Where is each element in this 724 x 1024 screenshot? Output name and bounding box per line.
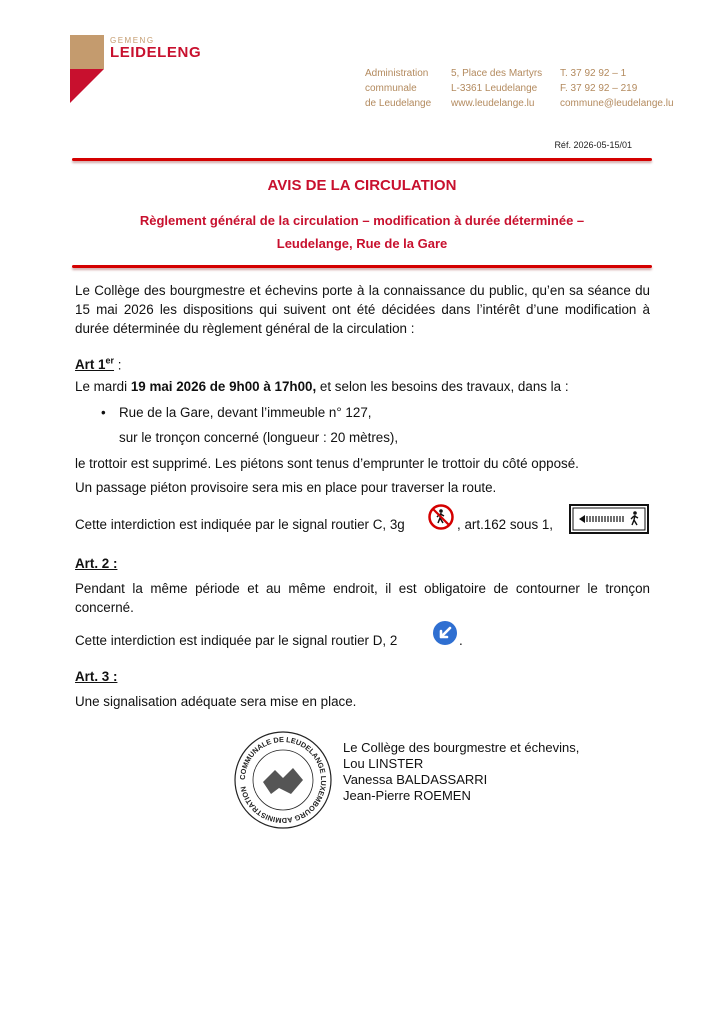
address-line: 5, Place des Martyrs	[451, 68, 543, 79]
signature-block	[343, 740, 579, 804]
art1-bullet-continued: sur le tronçon concerné (longueur : 20 mètres),	[119, 430, 399, 445]
art1-line2: le trottoir est supprimé. Les piétons sont tenus d’emprunter le trottoir du côté opposé.	[75, 456, 579, 471]
address-column-postal	[451, 66, 542, 111]
svg-text:COMMUNALE DE LEUDELANGE LUXEMB: COMMUNALE DE LEUDELANGE LUXEMBOURG ADMINISTRATION	[237, 734, 329, 826]
municipal-seal	[233, 730, 333, 830]
no-pedestrians-sign	[428, 504, 454, 530]
pedestrian-detour-sign	[569, 504, 649, 534]
logo-small-text: GEMENG	[110, 36, 155, 45]
art3-heading: Art. 3 :	[75, 669, 118, 684]
art1-sign-line: Cette interdiction est indiquée par le signal routier C, 3g , art.162 sous 1,	[75, 504, 685, 536]
art2-sign-line: Cette interdiction est indiquée par le signal routier D, 2 .	[75, 620, 575, 650]
art1-heading: Art 1er :	[75, 356, 122, 373]
art2-heading: Art. 2 :	[75, 556, 118, 571]
signature-name: Vanessa BALDASSARRI	[343, 772, 488, 787]
logo-name: LEIDELENG	[110, 44, 202, 61]
divider-top	[72, 158, 652, 161]
subtitle-line-2: Leudelange, Rue de la Gare	[276, 236, 448, 251]
page-title: AVIS DE LA CIRCULATION	[267, 177, 457, 194]
address-line: Administration	[365, 68, 429, 79]
address-column-contact	[560, 66, 674, 111]
intro-paragraph: Le Collège des bourgmestre et échevins porte à la connaissance du public, qu’en sa séance du 15 mai 2026 les dispositions qui suivent ont été décidées dans l’intérêt d’une modification à durée déterminée du règlement général de la circulation :	[75, 283, 650, 336]
mandatory-direction-sign	[432, 620, 458, 646]
address-line: communale	[365, 83, 417, 94]
signature-name: Lou LINSTER	[343, 756, 424, 771]
art2-text: Pendant la même période et au même endroit, il est obligatoire de contourner le tronçon concerné.	[75, 581, 650, 615]
art1-line1: Le mardi 19 mai 2026 de 9h00 à 17h00, et selon les besoins des travaux, dans la :	[75, 379, 569, 394]
logo-mark	[70, 35, 104, 69]
fax-number: F. 37 92 92 – 219	[560, 83, 638, 94]
art3-text: Une signalisation adéquate sera mise en place.	[75, 694, 357, 709]
art1-line3: Un passage piéton provisoire sera mis en place pour traverser la route.	[75, 480, 497, 495]
email-link[interactable]: commune@leudelange.lu	[560, 98, 674, 109]
divider-bottom	[72, 265, 652, 268]
bullet-dot: •	[101, 405, 106, 420]
address-line: de Leudelange	[365, 98, 432, 109]
address-column-admin	[365, 66, 431, 111]
website-link[interactable]: www.leudelange.lu	[451, 98, 535, 109]
address-line: L-3361 Leudelange	[451, 83, 538, 94]
signature-line-college: Le Collège des bourgmestre et échevins,	[343, 740, 580, 755]
phone-number: T. 37 92 92 – 1	[560, 68, 627, 79]
reference-number: Réf. 2026-05-15/01	[554, 140, 632, 150]
subtitle-line-1: Règlement général de la circulation – modification à durée déterminée –	[139, 213, 585, 228]
signature-name: Jean-Pierre ROEMEN	[343, 788, 471, 803]
